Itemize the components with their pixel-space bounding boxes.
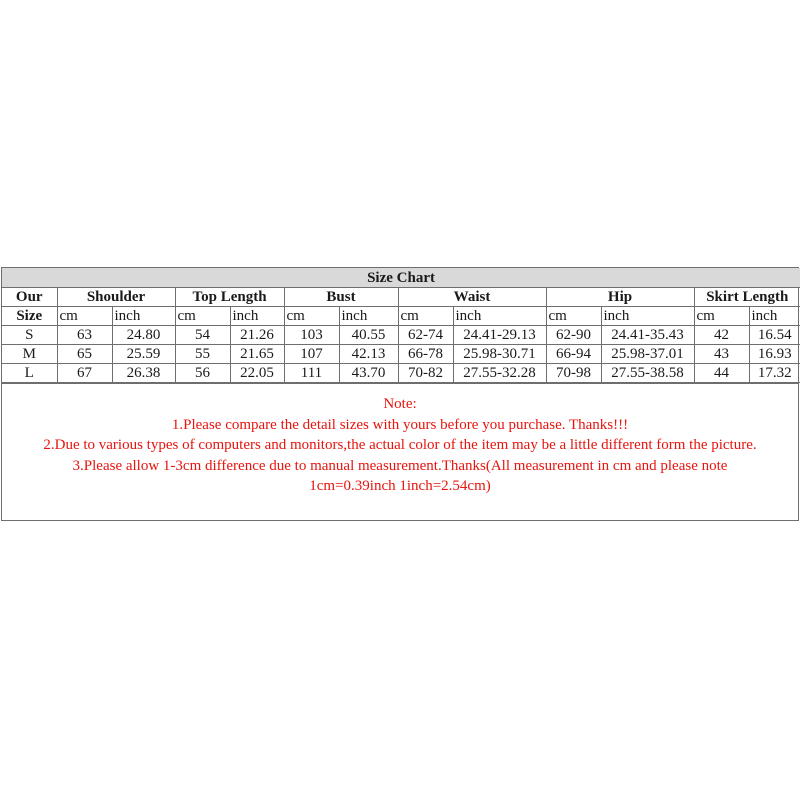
header-top-length: Top Length	[175, 288, 284, 307]
table-cell: 21.65	[230, 345, 284, 364]
unit-cm: cm	[694, 307, 749, 326]
unit-inch: inch	[112, 307, 175, 326]
header-waist: Waist	[398, 288, 546, 307]
table-cell: 70-98	[546, 364, 601, 383]
note-line: 1.Please compare the detail sizes with yours before you purchase. Thanks!!!	[171, 416, 629, 433]
table-cell: 44	[694, 364, 749, 383]
size-label: S	[2, 326, 57, 345]
table-cell: 16.93	[749, 345, 800, 364]
header-bust: Bust	[284, 288, 398, 307]
unit-cm: cm	[57, 307, 112, 326]
unit-inch: inch	[230, 307, 284, 326]
table-cell: 65	[57, 345, 112, 364]
table-cell: 43.70	[339, 364, 398, 383]
table-cell: 17.32	[749, 364, 800, 383]
unit-cm: cm	[398, 307, 453, 326]
table-cell: 62-90	[546, 326, 601, 345]
size-chart	[1, 267, 799, 521]
table-cell: 42.13	[339, 345, 398, 364]
table-cell: 56	[175, 364, 230, 383]
table-cell: 27.55-38.58	[601, 364, 694, 383]
size-label: L	[2, 364, 57, 383]
table-cell: 62-74	[398, 326, 453, 345]
note-heading: Note:	[383, 396, 417, 412]
size-label: M	[2, 345, 57, 364]
table-cell: 24.41-29.13	[453, 326, 546, 345]
table-cell: 25.98-37.01	[601, 345, 694, 364]
table-cell: 107	[284, 345, 339, 364]
table-cell: 21.26	[230, 326, 284, 345]
unit-cm: cm	[546, 307, 601, 326]
table-cell: 42	[694, 326, 749, 345]
note-line: 2.Due to various types of computers and monitors,the actual color of the item may be a little different form the picture.	[43, 437, 757, 453]
unit-cm: cm	[175, 307, 230, 326]
unit-inch: inch	[339, 307, 398, 326]
unit-inch: inch	[601, 307, 694, 326]
unit-inch: inch	[453, 307, 546, 326]
table-cell: 67	[57, 364, 112, 383]
header-hip: Hip	[546, 288, 694, 307]
table-cell: 26.38	[112, 364, 175, 383]
table-row	[2, 326, 800, 345]
table-cell: 16.54	[749, 326, 800, 345]
notes-section	[2, 383, 798, 520]
header-skirt-length: Skirt Length	[694, 288, 800, 307]
table-cell: 25.98-30.71	[453, 345, 546, 364]
table-cell: 43	[694, 345, 749, 364]
table-cell: 63	[57, 326, 112, 345]
table-row	[2, 364, 800, 383]
table-cell: 103	[284, 326, 339, 345]
unit-inch: inch	[749, 307, 800, 326]
table-cell: 22.05	[230, 364, 284, 383]
size-header-our: Our	[2, 288, 57, 307]
note-line: 1cm=0.39inch 1inch=2.54cm)	[309, 478, 491, 494]
table-row	[2, 345, 800, 364]
note-line: 3.Please allow 1-3cm difference due to manual measurement.Thanks(All measurement in cm and please note	[72, 457, 728, 474]
size-chart-table	[2, 268, 800, 383]
unit-cm: cm	[284, 307, 339, 326]
table-cell: 27.55-32.28	[453, 364, 546, 383]
header-shoulder: Shoulder	[57, 288, 175, 307]
table-cell: 54	[175, 326, 230, 345]
table-cell: 70-82	[398, 364, 453, 383]
table-cell: 66-78	[398, 345, 453, 364]
table-cell: 24.41-35.43	[601, 326, 694, 345]
size-header-size: Size	[2, 307, 57, 326]
table-cell: 25.59	[112, 345, 175, 364]
table-cell: 111	[284, 364, 339, 383]
table-cell: 24.80	[112, 326, 175, 345]
chart-title: Size Chart	[2, 268, 800, 288]
table-cell: 66-94	[546, 345, 601, 364]
table-cell: 55	[175, 345, 230, 364]
table-cell: 40.55	[339, 326, 398, 345]
